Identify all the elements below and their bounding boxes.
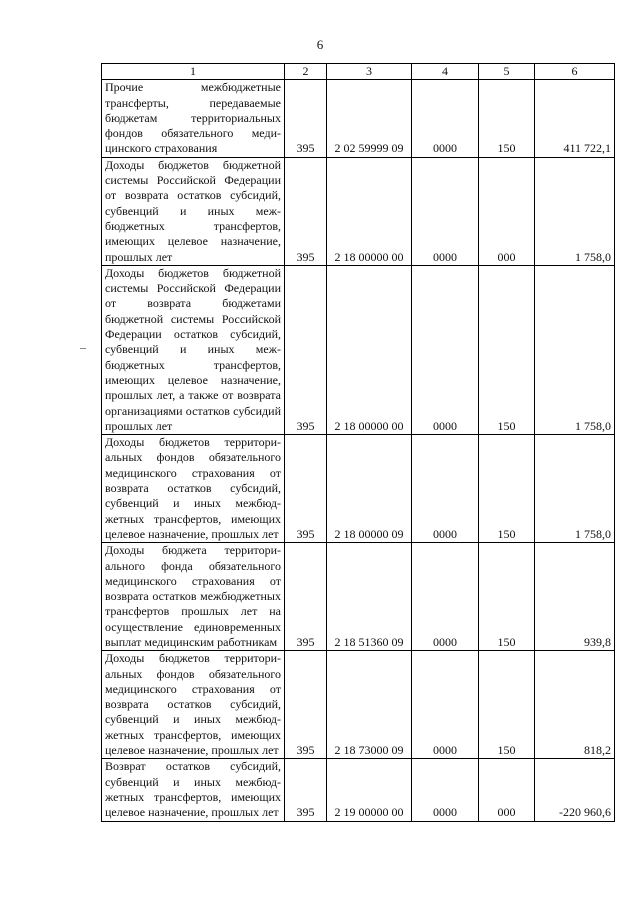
admin-code: 395	[285, 157, 327, 265]
kind-code: 150	[479, 265, 535, 434]
income-name: Прочие межбюджетные трансферты, передаваемые бюджетам территориальных фондов обязательного медицинского страхования	[102, 80, 285, 157]
amount: 1 758,0	[535, 157, 615, 265]
table-row	[102, 435, 615, 543]
kind-code: 000	[479, 759, 535, 821]
admin-code: 395	[285, 265, 327, 434]
income-name: Возврат остатков субсидий, субвенций и иных межбюджетных трансфертов, имеющих целевое назначение, прошлых лет	[102, 759, 285, 821]
table-row	[102, 157, 615, 265]
budget-code: 2 18 73000 09	[327, 651, 412, 759]
budget-code: 2 18 00000 00	[327, 157, 412, 265]
admin-code: 395	[285, 543, 327, 651]
table-row	[102, 651, 615, 759]
admin-code: 395	[285, 80, 327, 157]
subtype-code: 0000	[412, 157, 479, 265]
admin-code: 395	[285, 435, 327, 543]
table-row	[102, 543, 615, 651]
budget-code: 2 18 00000 00	[327, 265, 412, 434]
amount: 939,8	[535, 543, 615, 651]
amount: 1 758,0	[535, 435, 615, 543]
amount: 1 758,0	[535, 265, 615, 434]
income-name: Доходы бюджетов территориальных фондов обязательного медицинского страхования от возврата остатков субсидий, субвенций и иных межбюджетных трансфертов, имеющих целевое назначение, прошлых лет	[102, 435, 285, 543]
table-header-row	[102, 64, 615, 80]
column-header: 5	[479, 64, 535, 80]
amount: 818,2	[535, 651, 615, 759]
column-header: 2	[285, 64, 327, 80]
admin-code: 395	[285, 651, 327, 759]
column-header: 4	[412, 64, 479, 80]
column-header: 1	[102, 64, 285, 80]
kind-code: 150	[479, 651, 535, 759]
column-header: 3	[327, 64, 412, 80]
admin-code: 395	[285, 759, 327, 821]
subtype-code: 0000	[412, 759, 479, 821]
income-name: Доходы бюджета территориального фонда обязательного медицинского страхования от возврата остатков межбюджетных трансфертов прошлых лет на осуществление единовременных выплат медицинским работникам	[102, 543, 285, 651]
subtype-code: 0000	[412, 265, 479, 434]
kind-code: 150	[479, 543, 535, 651]
budget-code: 2 18 51360 09	[327, 543, 412, 651]
page-number: 6	[316, 37, 324, 52]
kind-code: 150	[479, 435, 535, 543]
subtype-code: 0000	[412, 543, 479, 651]
amount: 411 722,1	[535, 80, 615, 157]
budget-code: 2 19 00000 00	[327, 759, 412, 821]
kind-code: 150	[479, 80, 535, 157]
kind-code: 000	[479, 157, 535, 265]
budget-table	[101, 63, 615, 822]
margin-mark	[80, 348, 86, 349]
subtype-code: 0000	[412, 80, 479, 157]
budget-code: 2 18 00000 09	[327, 435, 412, 543]
table-row	[102, 759, 615, 821]
income-name: Доходы бюджетов бюджетной системы Российской Федерации от возврата остатков субсидий, субвенций и иных межбюджетных трансфертов, имеющих целевое назначение, прошлых лет	[102, 157, 285, 265]
amount: -220 960,6	[535, 759, 615, 821]
subtype-code: 0000	[412, 651, 479, 759]
income-name: Доходы бюджетов территориальных фондов обязательного медицинского страхования от возврата остатков субсидий, субвенций и иных межбюджетных трансфертов, имеющих целевое назначение, прошлых лет	[102, 651, 285, 759]
budget-code: 2 02 59999 09	[327, 80, 412, 157]
table-row	[102, 265, 615, 434]
subtype-code: 0000	[412, 435, 479, 543]
column-header: 6	[535, 64, 615, 80]
income-name: Доходы бюджетов бюджетной системы Российской Федерации от возврата бюджетами бюджетной системы Российской Федерации остатков субсидий, субвенций и иных межбюджетных трансфертов, имеющих целевое назначение, прошлых лет, а также от возврата организациями остатков субсидий прошлых лет	[102, 265, 285, 434]
table-row	[102, 80, 615, 157]
